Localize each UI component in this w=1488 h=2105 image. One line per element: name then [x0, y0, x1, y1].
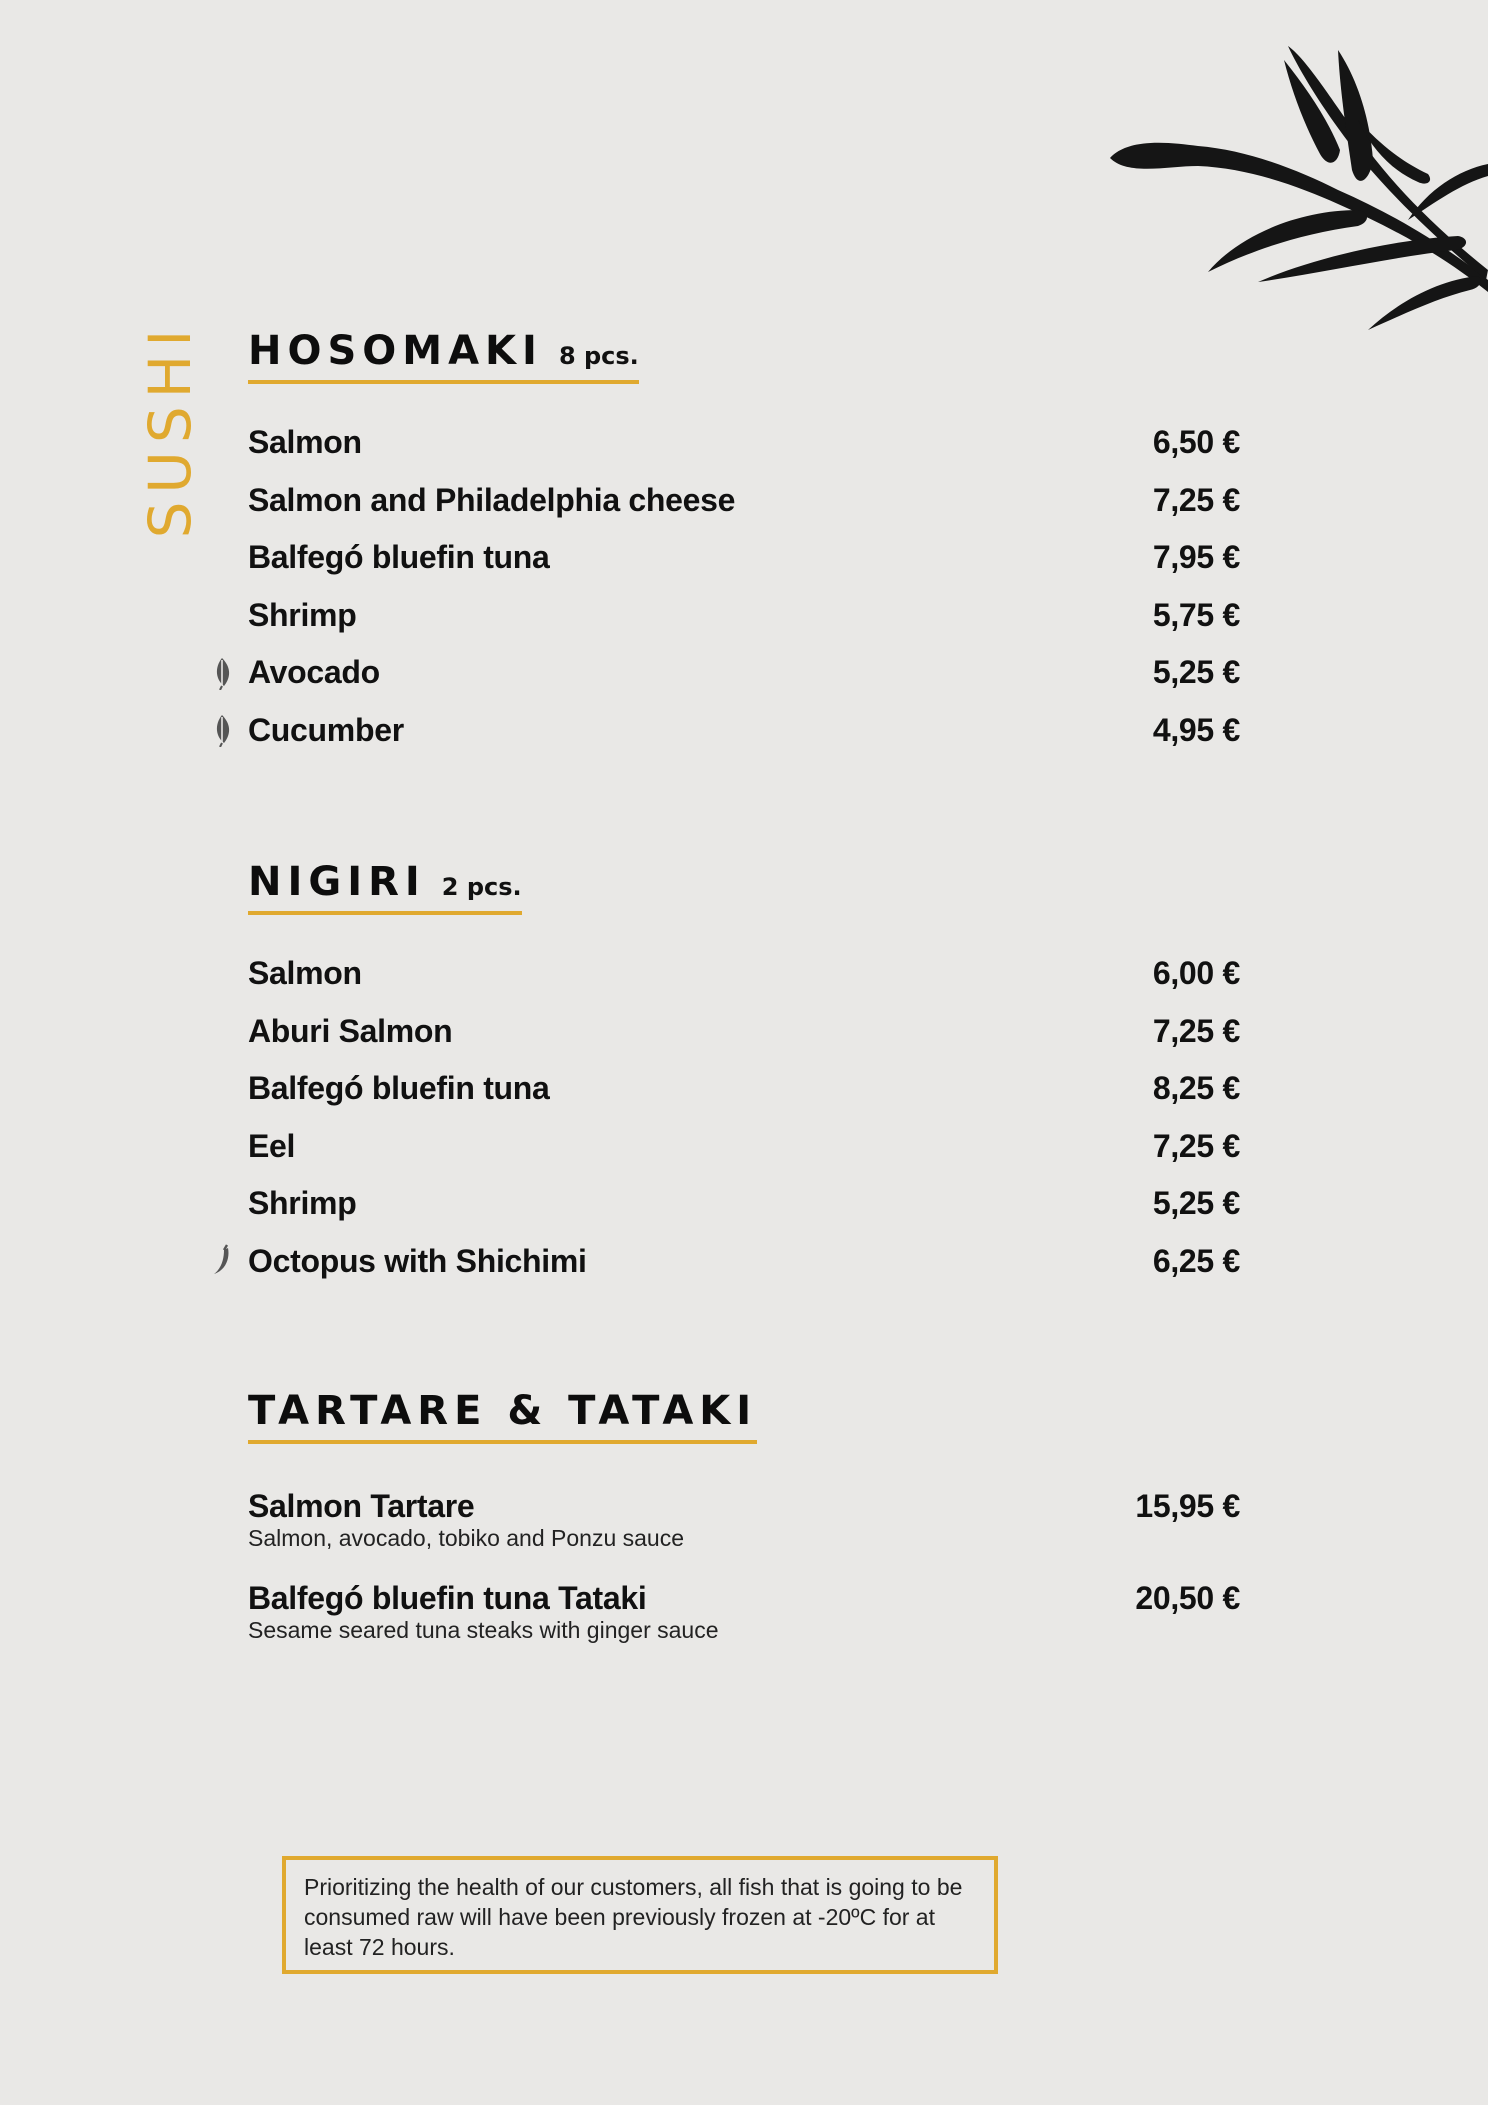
hosomaki-section	[248, 328, 1240, 759]
tartare-tataki-section	[248, 1388, 1240, 1644]
menu-item	[248, 1233, 1240, 1291]
item-description: Salmon, avocado, tobiko and Ponzu sauce	[248, 1525, 685, 1551]
item-name: Salmon	[248, 424, 362, 461]
item-price: 7,25 €	[1152, 481, 1240, 518]
item-price: 7,25 €	[1152, 1012, 1240, 1049]
item-name: Balfegó bluefin tuna Tataki	[248, 1580, 647, 1616]
section-quantity: 2 pcs.	[441, 873, 522, 901]
item-price: 7,95 €	[1152, 539, 1240, 576]
item-price: 6,50 €	[1152, 424, 1240, 461]
item-name: Cucumber	[248, 711, 404, 748]
item-name: Shrimp	[248, 596, 357, 633]
frozen-fish-notice: Prioritizing the health of our customers, all fish that is going to be consumed raw will have been previously frozen at -20ºC for at least 72 hours.	[282, 1856, 998, 1974]
item-name: Salmon and Philadelphia cheese	[248, 481, 736, 518]
menu-list	[248, 414, 1240, 759]
item-name: Shrimp	[248, 1185, 357, 1222]
item-price: 8,25 €	[1152, 1070, 1240, 1107]
chili-icon	[210, 1244, 234, 1278]
item-description: Sesame seared tuna steaks with ginger sauce	[248, 1617, 719, 1643]
section-title: TARTARE & TATAKI	[248, 1388, 758, 1434]
item-name: Octopus with Shichimi	[248, 1242, 587, 1279]
menu-item	[248, 1488, 1240, 1552]
menu-item	[248, 1580, 1240, 1644]
item-price: 5,25 €	[1152, 1185, 1240, 1222]
menu-item	[248, 1118, 1240, 1176]
bamboo-branch-illustration	[1108, 40, 1488, 340]
category-title: SUSHI	[136, 321, 204, 539]
menu-item	[248, 702, 1240, 760]
menu-item	[248, 529, 1240, 587]
section-header	[248, 328, 639, 384]
menu-item	[248, 945, 1240, 1003]
menu-item	[248, 1175, 1240, 1233]
item-price: 5,25 €	[1152, 654, 1240, 691]
section-quantity: 8 pcs.	[558, 342, 639, 370]
item-price: 4,95 €	[1152, 711, 1240, 748]
item-price: 20,50 €	[1135, 1580, 1240, 1616]
item-price: 15,95 €	[1135, 1488, 1240, 1524]
item-price: 7,25 €	[1152, 1127, 1240, 1164]
item-price: 5,75 €	[1152, 596, 1240, 633]
item-name: Aburi Salmon	[248, 1012, 453, 1049]
nigiri-section	[248, 859, 1240, 1290]
menu-item	[248, 587, 1240, 645]
section-title: HOSOMAKI	[248, 328, 543, 374]
menu-list	[248, 945, 1240, 1290]
item-name: Avocado	[248, 654, 380, 691]
item-name: Eel	[248, 1127, 296, 1164]
item-name: Salmon Tartare	[248, 1488, 475, 1524]
item-name: Salmon	[248, 955, 362, 992]
leaf-icon	[210, 713, 234, 747]
item-price: 6,25 €	[1152, 1242, 1240, 1279]
leaf-icon	[210, 656, 234, 690]
item-name: Balfegó bluefin tuna	[248, 1070, 550, 1107]
item-name: Balfegó bluefin tuna	[248, 539, 550, 576]
menu-item	[248, 414, 1240, 472]
menu-item	[248, 1060, 1240, 1118]
menu-item	[248, 1003, 1240, 1061]
section-title: NIGIRI	[248, 859, 426, 905]
menu-item	[248, 472, 1240, 530]
menu-item	[248, 644, 1240, 702]
section-header	[248, 859, 522, 915]
section-header	[248, 1388, 757, 1444]
item-price: 6,00 €	[1152, 955, 1240, 992]
